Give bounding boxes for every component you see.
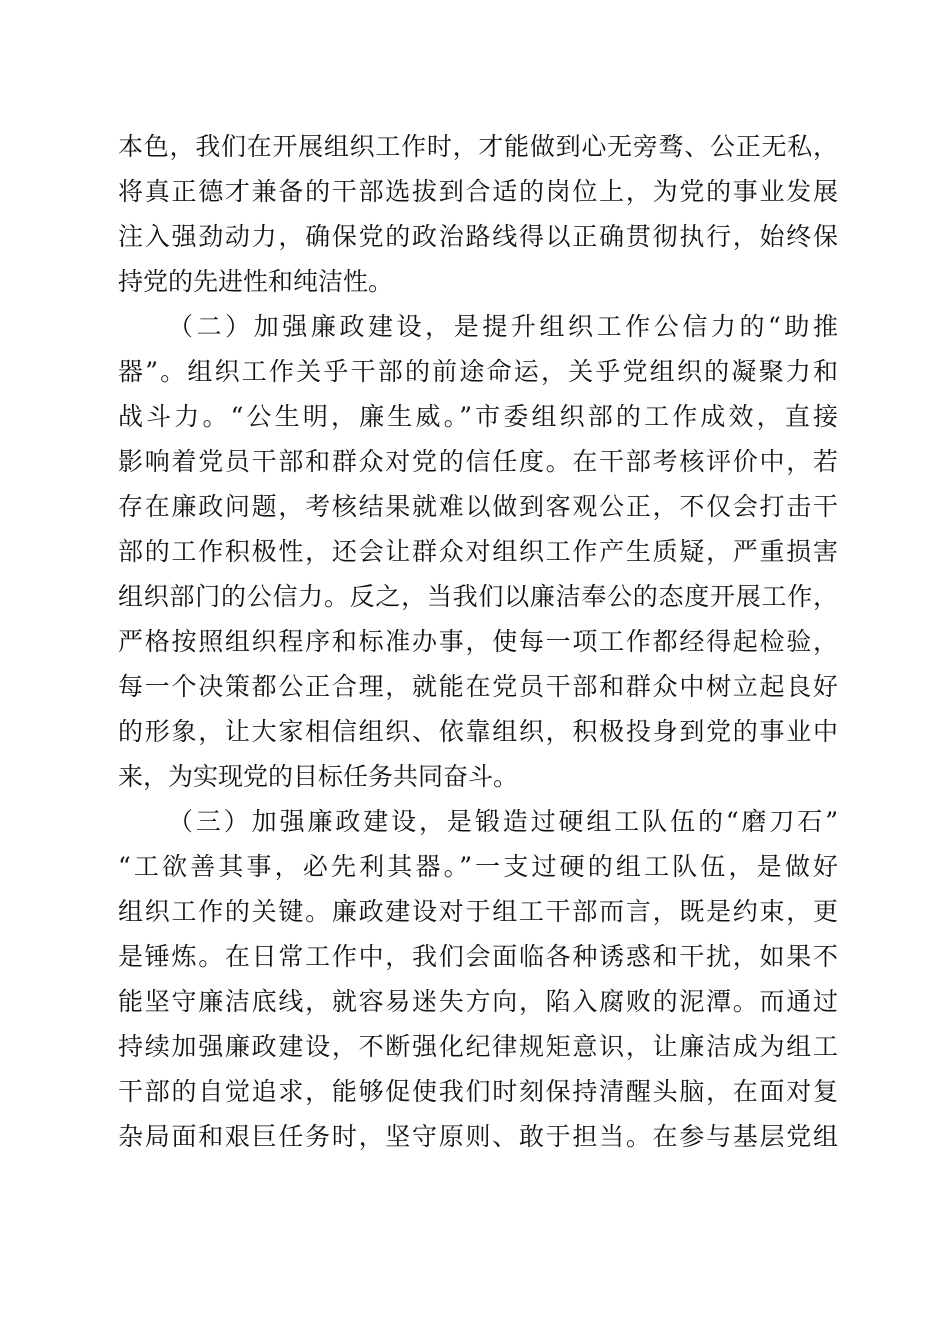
- paragraph-line: 来，为实现党的目标任务共同奋斗。: [118, 762, 519, 791]
- paragraph-line: 持续加强廉政建设，不断强化纪律规矩意识，让廉洁成为组工: [118, 1032, 838, 1061]
- paragraph-line: 持党的先进性和纯洁性。: [118, 267, 394, 296]
- paragraph-line: 的形象，让大家相信组织、依靠组织，积极投身到党的事业中: [118, 717, 838, 746]
- paragraph-line: 部的工作积极性，还会让群众对组织工作产生质疑，严重损害: [118, 537, 838, 566]
- paragraph-line: 能坚守廉洁底线，就容易迷失方向，陷入腐败的泥潭。而通过: [118, 987, 838, 1016]
- paragraph-line: 干部的自觉追求，能够促使我们时刻保持清醒头脑，在面对复: [118, 1077, 838, 1106]
- section-heading-line: （二）加强廉政建设，是提升组织工作公信力的“助推: [168, 312, 838, 341]
- paragraph-line: 组织工作的关键。廉政建设对于组工干部而言，既是约束，更: [118, 897, 838, 926]
- paragraph-line: “工欲善其事，必先利其器。”一支过硬的组工队伍，是做好: [118, 852, 838, 881]
- paragraph-line: 组织部门的公信力。反之，当我们以廉洁奉公的态度开展工作，: [118, 582, 838, 611]
- paragraph-line: 器”。组织工作关乎干部的前途命运，关乎党组织的凝聚力和: [118, 357, 838, 386]
- paragraph-line: 是锤炼。在日常工作中，我们会面临各种诱惑和干扰，如果不: [118, 942, 838, 971]
- paragraph-line: 存在廉政问题，考核结果就难以做到客观公正，不仅会打击干: [118, 492, 838, 521]
- section-heading-line: （三）加强廉政建设，是锻造过硬组工队伍的“磨刀石”: [168, 807, 838, 836]
- paragraph-line: 影响着党员干部和群众对党的信任度。在干部考核评价中，若: [118, 447, 838, 476]
- paragraph-line: 注入强劲动力，确保党的政治路线得以正确贯彻执行，始终保: [118, 222, 838, 251]
- paragraph-line: 本色，我们在开展组织工作时，才能做到心无旁骛、公正无私，: [118, 132, 838, 161]
- paragraph-line: 将真正德才兼备的干部选拔到合适的岗位上，为党的事业发展: [118, 177, 838, 206]
- paragraph-line: 每一个决策都公正合理，就能在党员干部和群众中树立起良好: [118, 672, 838, 701]
- paragraph-line: 杂局面和艰巨任务时，坚守原则、敢于担当。在参与基层党组: [118, 1122, 838, 1151]
- paragraph-line: 战斗力。“公生明，廉生威。”市委组织部的工作成效，直接: [118, 402, 838, 431]
- paragraph-line: 严格按照组织程序和标准办事，使每一项工作都经得起检验，: [118, 627, 838, 656]
